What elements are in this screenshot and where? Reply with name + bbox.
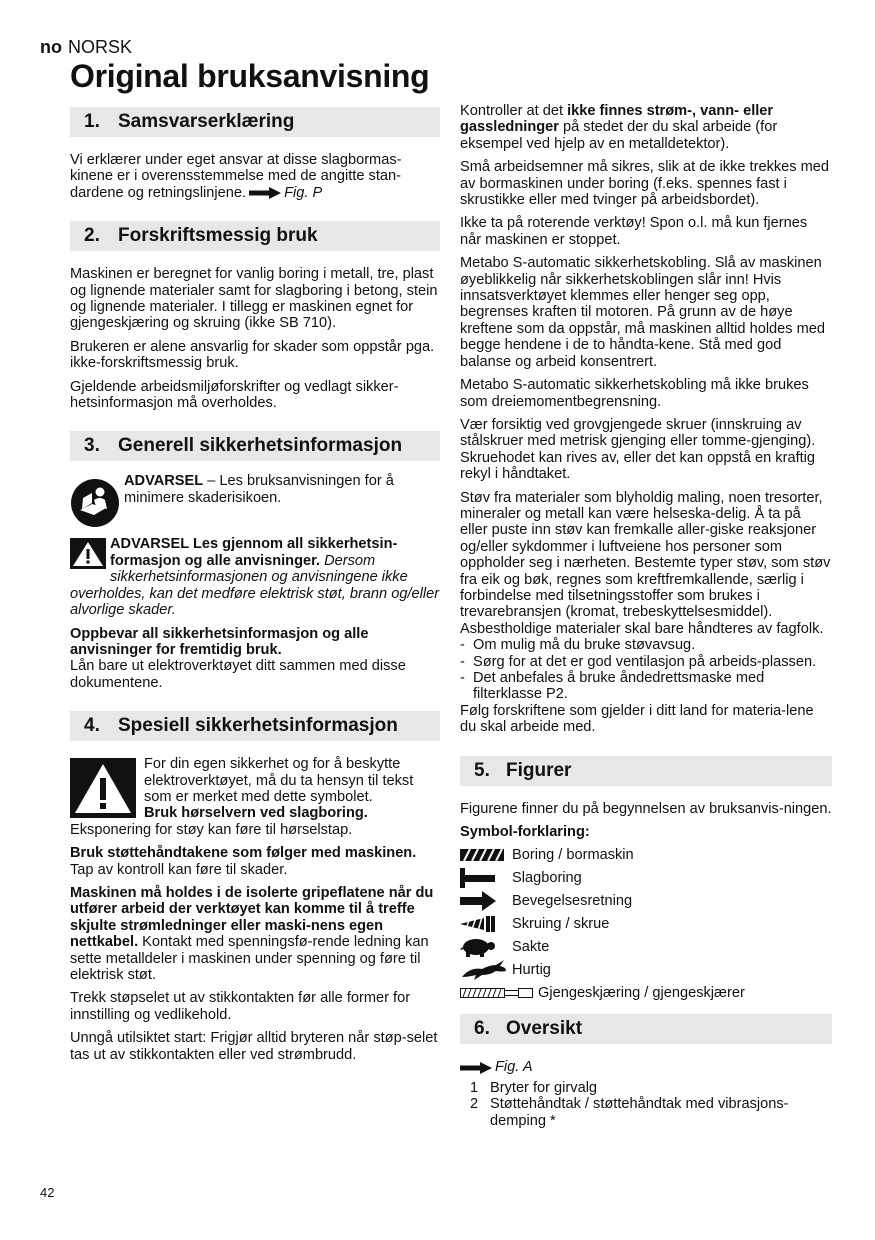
language-name: NORSK	[68, 37, 133, 57]
warning-triangle-icon	[70, 538, 106, 569]
general-warning	[70, 536, 440, 618]
list-dash: -	[460, 670, 465, 686]
section-1-title: Samsvarserklæring	[118, 111, 295, 132]
list-dash: -	[460, 637, 465, 654]
left-column	[70, 107, 440, 1070]
section-2-title: Forskriftsmessig bruk	[118, 225, 318, 247]
declaration-text: Vi erklærer under eget ansvar at disse slagbormas-kinene er i overensstemmelse med de angitte stan-dardene og retningslinjene.	[70, 152, 402, 201]
turtle-icon	[460, 937, 496, 957]
symbol-row	[460, 843, 832, 866]
list-item-text: Det anbefales å bruke åndedrettsmaske med filterklasse P2.	[473, 670, 765, 703]
list-item-number: 1	[470, 1079, 479, 1096]
right-arrow-icon	[249, 187, 281, 199]
general-warning-bold: ADVARSEL Les gjennom all sikkerhetsin-formasjon og alle anvisninger.	[110, 536, 398, 569]
support-handles	[70, 845, 440, 878]
hearing-protection-text: Eksponering for støy kan føre til hørselstap.	[70, 821, 353, 838]
symbol-row	[460, 935, 832, 958]
page-title: Original bruksanvisning	[70, 58, 430, 94]
language-label	[40, 37, 132, 58]
section-2-para-2: Brukeren er alene ansvarlig for skader som oppstår pga. ikke-forskriftsmessig bruk.	[70, 338, 435, 372]
section-3-number: 3.	[84, 435, 100, 457]
list-item-text: Støttehåndtak / støttehåndtak med vibrasjons-demping *	[490, 1096, 789, 1129]
support-handles-bold: Bruk støttehåndtakene som følger med maskinen.	[70, 845, 417, 862]
motion-arrow-icon	[460, 891, 496, 911]
check-lines-c: på stedet der du skal arbeide (for eksempel ved hjelp av en metalldetektor).	[460, 119, 778, 152]
symbol-row	[460, 889, 832, 912]
section-4-number: 4.	[84, 715, 100, 737]
section-5-heading	[460, 756, 832, 786]
read-manual-icon	[70, 478, 120, 528]
insulated-grip	[70, 885, 440, 983]
section-1-number: 1.	[84, 111, 100, 132]
section-4-title: Spesiell sikkerhetsinformasjon	[118, 715, 398, 737]
keep-instructions-bold: Oppbevar all sikkerhetsinformasjon og alle anvisninger for fremtidig bruk.	[70, 625, 369, 658]
fig-a-label: Fig. A	[495, 1059, 533, 1076]
section-5-number: 5.	[474, 759, 490, 781]
manual-warning	[70, 473, 440, 528]
warning-triangle-icon	[70, 758, 136, 818]
section-2-para-1: Maskinen er beregnet for vanlig boring i metall, tre, plast og lignende materialer samt for slagboring i betong, stein og lignende materialer. I tillegg er maskinen egnet for gjengeskjæring og skruing (ikke SB 710).	[70, 266, 438, 332]
symbol-legend-title: Symbol-forklaring:	[460, 824, 590, 841]
section-3-heading	[70, 431, 440, 461]
symbol-row	[460, 981, 832, 1004]
section-1-text	[70, 152, 440, 201]
section-3-title: Generell sikkerhetsinformasjon	[118, 435, 403, 457]
right-para-6: Vær forsiktig ved grovgjengede skruer (innskruing av stålskruer med metrisk gjenging eller tomme-gjenging). Skruehodet kan rives av, eller det kan oppstå en kraftig rekyl i håndtaket.	[460, 416, 816, 483]
list-item	[460, 1096, 832, 1129]
overview-list	[460, 1080, 832, 1129]
check-lines	[460, 103, 832, 152]
list-item-number: 2	[470, 1096, 479, 1113]
symbol-legend	[460, 843, 832, 1004]
symbol-row	[460, 912, 832, 935]
list-item-text: Om mulig må du bruke støvavsug.	[473, 637, 696, 654]
list-item	[460, 1080, 832, 1096]
support-handles-text: Tap av kontroll kan føre til skader.	[70, 861, 288, 878]
special-warning	[70, 756, 440, 838]
list-item-text: Bryter for girvalg	[490, 1079, 598, 1096]
hare-icon	[460, 959, 508, 981]
symbol-label: Bevegelsesretning	[512, 892, 633, 909]
section-5-title: Figurer	[506, 759, 572, 781]
list-item-text: Sørg for at det er god ventilasjon på arbeids-plassen.	[473, 653, 817, 670]
keep-instructions	[70, 626, 440, 692]
page-number: 42	[40, 1185, 55, 1200]
special-warning-text: For din egen sikkerhet og for å beskytte elektroverktøyet, må du ta hensyn til tekst som er merket med dette symbolet.	[144, 756, 414, 805]
section-6-heading	[460, 1014, 832, 1044]
drill-bit-icon	[460, 848, 504, 862]
symbol-row	[460, 866, 832, 889]
section-4-para-2: Unngå utilsiktet start: Frigjør alltid bryteren når støp-selet tas ut av stikkontakten eller ved strømbrudd.	[70, 1030, 438, 1063]
right-para-4: Metabo S-automatic sikkerhetskobling. Slå av maskinen øyeblikkelig når sikkerhetskoblingen slår inn! Hvis innsatsverktøyet klemmes eller henger seg opp, begrenses kraften til motoren. På grunn av de høye kreftene som da oppstår, må maskinen alltid holdes med begge hendene i de to håndta-kene. Stå med god balanse og arbeid konsentrert.	[460, 255, 826, 370]
right-para-5: Metabo S-automatic sikkerhetskobling må ikke brukes som dreiemomentbegrensning.	[460, 377, 809, 410]
manual-warning-bold: ADVARSEL	[124, 473, 204, 490]
right-para-3: Ikke ta på roterende verktøy! Spon o.l. må kun fjernes når maskinen er stoppet.	[460, 215, 808, 248]
general-warning-italic: Dersom sikkerhetsinformasjonen og anvisningene ikke overholdes, kan det medføre elektrisk støt, brann og/eller alvorlige skader.	[70, 552, 440, 619]
symbol-label: Boring / bormaskin	[512, 846, 634, 863]
symbol-row	[460, 958, 832, 981]
fig-a-ref	[460, 1059, 832, 1075]
section-2-number: 2.	[84, 225, 100, 247]
section-2-heading	[70, 221, 440, 251]
section-6-number: 6.	[474, 1018, 490, 1040]
manual-warning-text	[124, 473, 440, 506]
tap-icon	[460, 987, 534, 999]
symbol-label: Gjengeskjæring / gjengeskjærer	[538, 984, 745, 1001]
list-item	[460, 637, 832, 653]
fig-p-ref: Fig. P	[284, 184, 323, 201]
hearing-protection-bold: Bruk hørselvern ved slagboring.	[144, 805, 368, 822]
section-2-para-3: Gjeldende arbeidsmiljøforskrifter og vedlagt sikker-hetsinformasjon må overholdes.	[70, 378, 399, 412]
keep-instructions-text: Lån bare ut elektroverktøyet ditt sammen med disse dokumentene.	[70, 658, 406, 691]
symbol-label: Skruing / skrue	[512, 915, 610, 932]
screw-icon	[460, 915, 496, 933]
right-para-7: Støv fra materialer som blyholdig maling, noen tresorter, mineraler og metall kan være helseska-delig. Å ta på eller puste inn støv kan fremkalle aller-giske reaksjoner og/eller sykdommer i luftveiene hos personer som oppholder seg i nærheten. Bestemte typer støv, som støv fra eik og bøk, regnes som kreftfremkallende, særlig i forbindelse med tilsetningsstoffer som brukes i trevarebransjen (kromat, trebeskyttelsesmiddel). Asbestholdige materialer skal bare håndteres av fagfolk.	[460, 489, 831, 637]
insulated-grip-text: Kontakt med spenningsfø-rende ledning kan sette metalldeler i maskinen under spenning og føre til elektrisk støt.	[70, 934, 429, 983]
list-item	[460, 654, 832, 670]
section-1-heading	[70, 107, 440, 137]
insulated-grip-bold: Maskinen må holdes i de isolerte gripeflatene når du utfører arbeid der verktøyet kan komme til å treffe skjulte strømledninger eller maski-nens egen nettkabel.	[70, 884, 434, 951]
section-4-para-1: Trekk støpselet ut av stikkontakten før alle former for innstilling og vedlikehold.	[70, 990, 411, 1023]
check-lines-a: Kontroller at det	[460, 103, 568, 119]
list-dash: -	[460, 653, 465, 670]
right-column	[460, 103, 832, 1129]
check-lines-bold: ikke finnes strøm-, vann- eller gassledninger	[460, 103, 774, 136]
symbol-label: Hurtig	[512, 961, 551, 978]
language-code: no	[40, 37, 62, 57]
symbol-label: Slagboring	[512, 869, 582, 886]
right-para-8: Følg forskriftene som gjelder i ditt land for materia-lene du skal arbeide med.	[460, 702, 814, 736]
hammer-drill-icon	[460, 867, 496, 889]
right-arrow-icon	[460, 1062, 492, 1074]
section-4-heading	[70, 711, 440, 741]
list-item	[460, 670, 832, 703]
section-6-title: Oversikt	[506, 1018, 583, 1040]
symbol-label: Sakte	[512, 938, 550, 955]
right-para-2: Små arbeidsemner må sikres, slik at de ikke trekkes med av bormaskinen under boring (f.eks. spennes fast i skrustikke eller med tvinger på arbeidsbordet).	[460, 159, 830, 209]
manual-warning-body: – Les bruksanvisningen for å minimere skaderisikoen.	[124, 473, 394, 506]
dust-list	[460, 637, 832, 703]
section-5-para: Figurene finner du på begynnelsen av bruksanvis-ningen.	[460, 800, 832, 817]
